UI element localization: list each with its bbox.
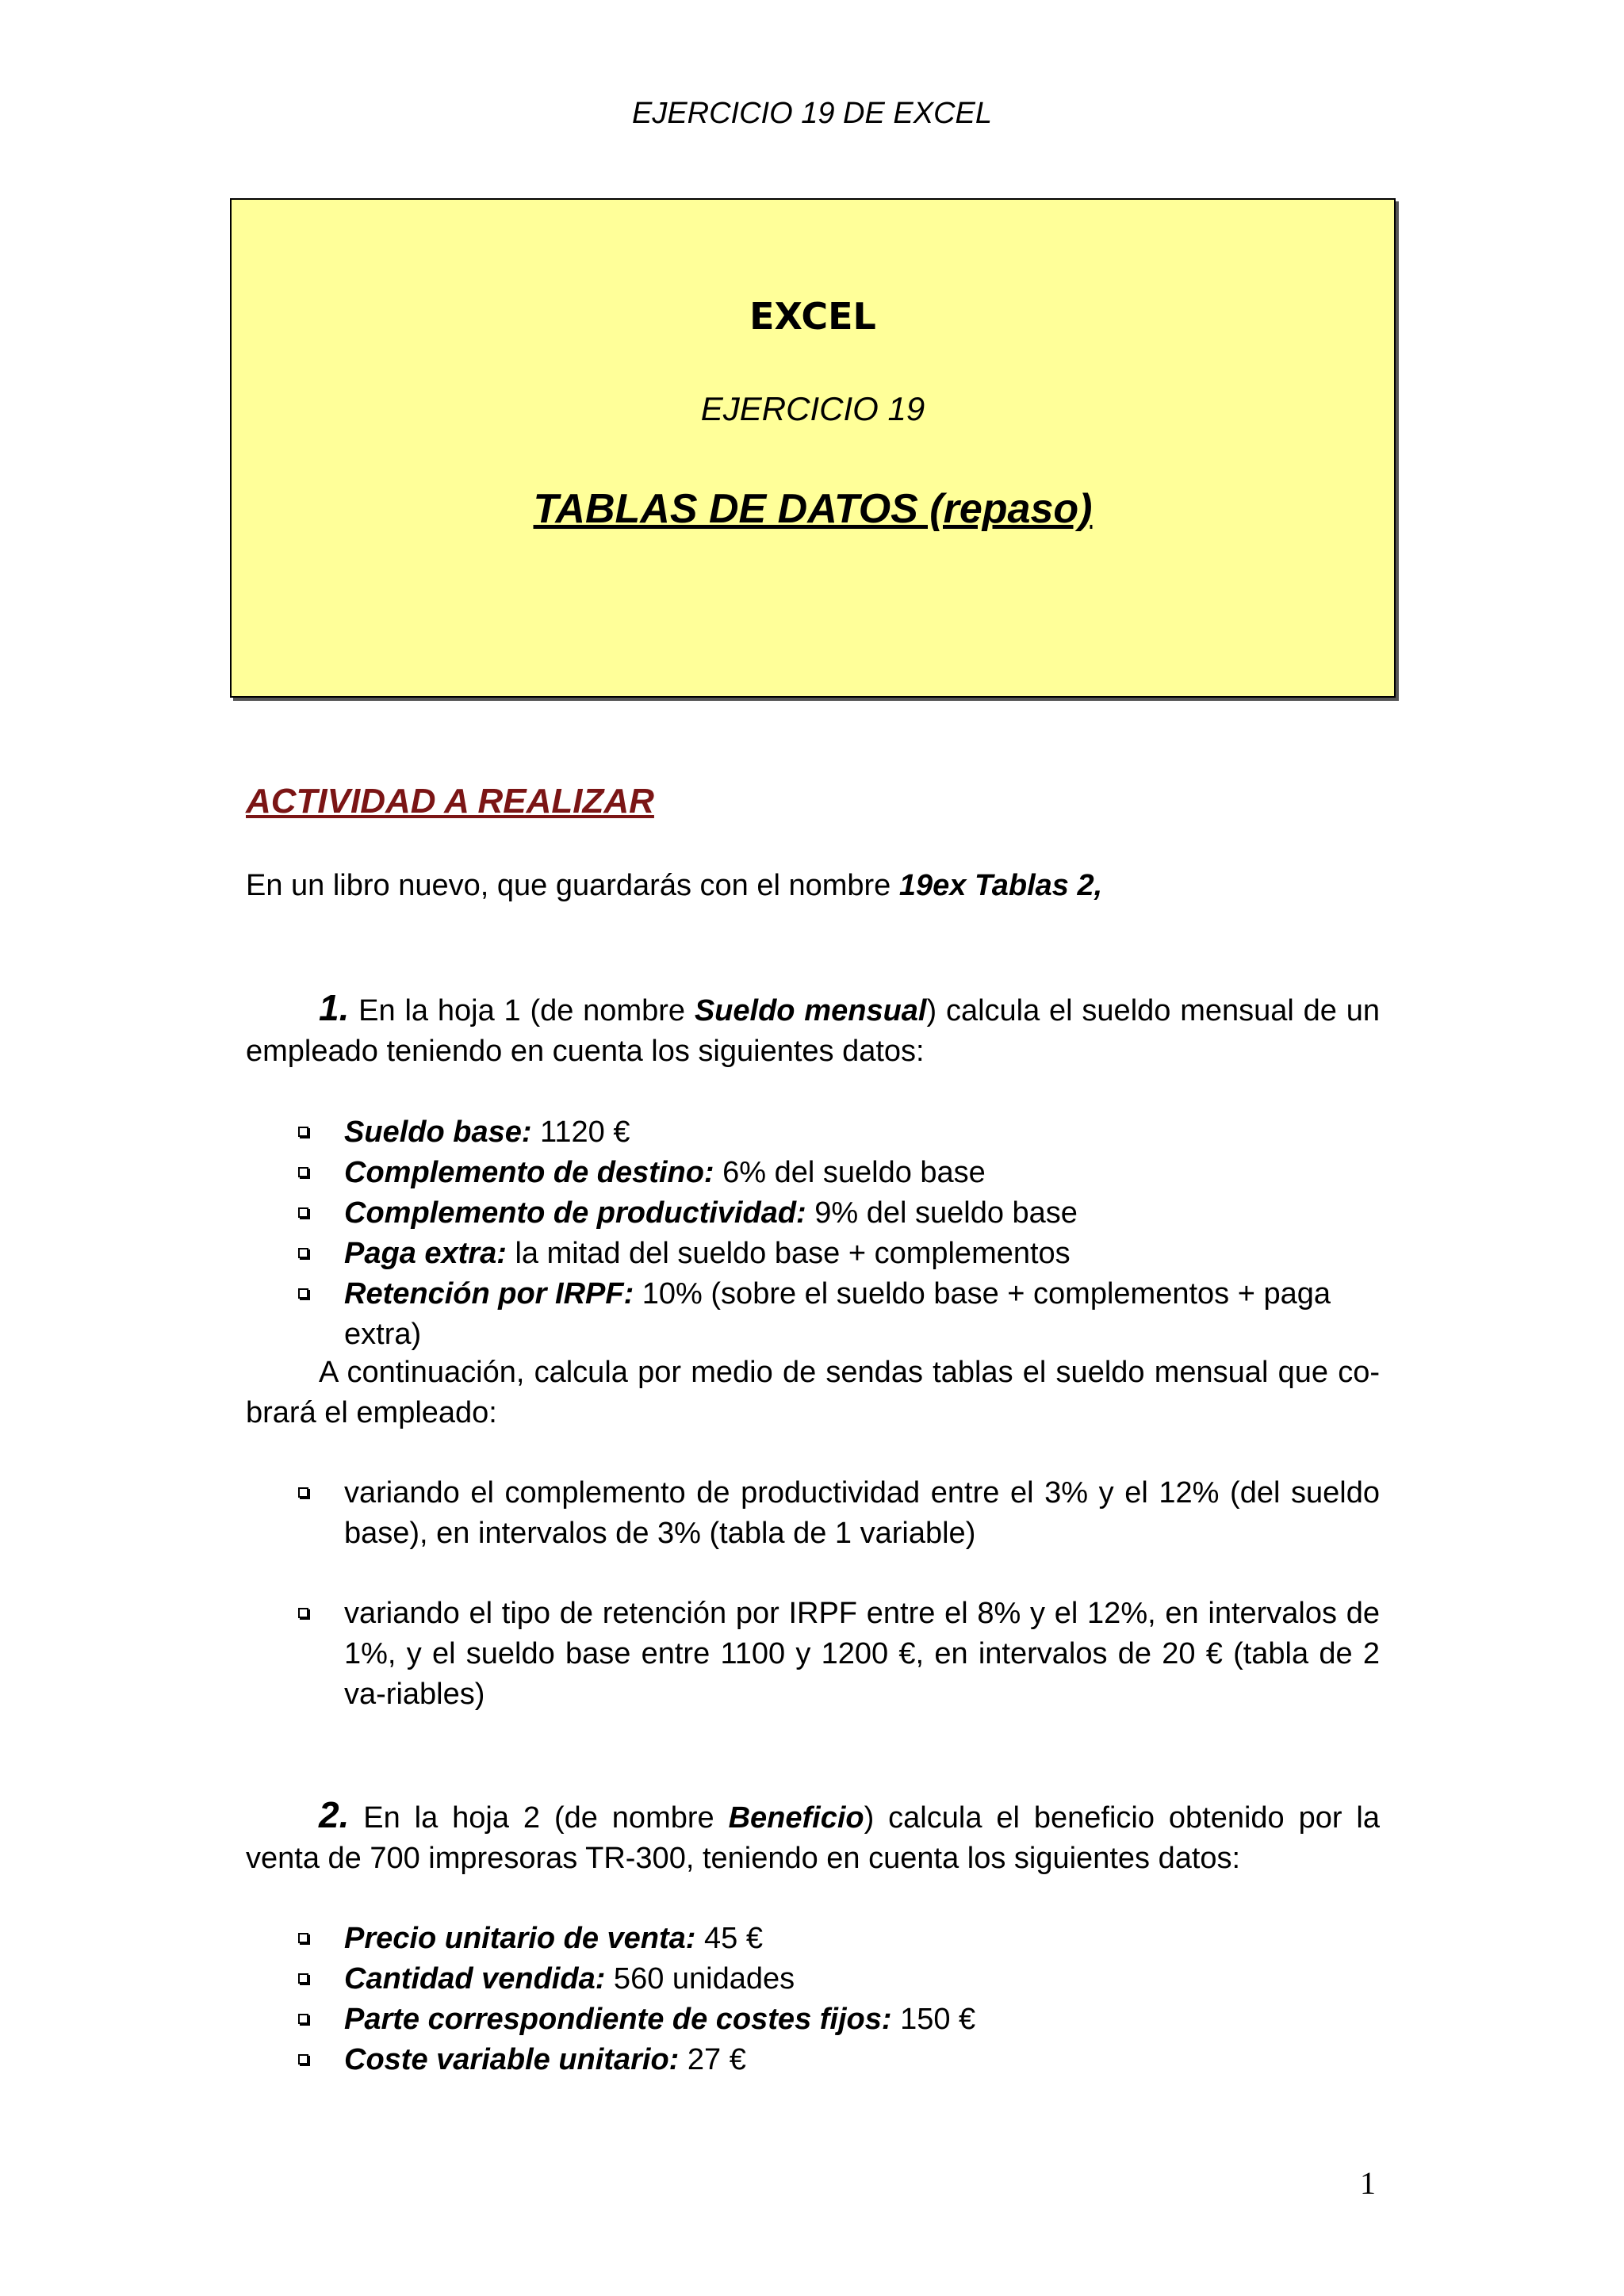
intro-text: En un libro nuevo, que guardarás con el nombre	[246, 869, 899, 902]
task1-post: ) calcula el sueldo mensual de un empleado teniendo en cuenta los siguientes datos:	[246, 994, 1380, 1068]
variation-list-1	[246, 1473, 1380, 1554]
list-item: Complemento de productividad: 9% del sueldo base	[246, 1193, 1380, 1234]
page-number: 1	[1360, 2165, 1376, 2201]
task2-data-list	[246, 1919, 1380, 2080]
task1-pre: En la hoja 1 (de nombre	[349, 994, 695, 1027]
page-header: EJERCICIO 19 DE EXCEL	[631, 97, 993, 130]
intro-filename: 19ex Tablas 2,	[898, 869, 1103, 902]
task1-data-list	[246, 1112, 1380, 1355]
list-item: Complemento de destino: 6% del sueldo base	[246, 1153, 1380, 1193]
list-item: Coste variable unitario: 27 €	[246, 2040, 1380, 2080]
activity-heading: ACTIVIDAD A REALIZAR	[246, 782, 654, 821]
square-bullet-icon	[298, 2014, 308, 2024]
square-bullet-icon	[298, 1487, 308, 1498]
intro-paragraph	[246, 866, 1380, 906]
list-item: Parte correspondiente de costes fijos: 150 €	[246, 1999, 1380, 2040]
task1-paragraph	[246, 988, 1380, 1072]
task1-sheet-name: Sueldo mensual	[694, 994, 927, 1027]
list-item: Paga extra: la mitad del sueldo base + complementos	[246, 1234, 1380, 1274]
title-exercise: EJERCICIO 19	[700, 390, 925, 427]
square-bullet-icon	[298, 1167, 308, 1177]
square-bullet-icon	[298, 1933, 308, 1943]
square-bullet-icon	[298, 1248, 308, 1258]
list-item: Retención por IRPF: 10% (sobre el sueldo base + complementos + paga extra)	[246, 1274, 1380, 1355]
task2-number: 2.	[319, 1794, 350, 1835]
square-bullet-icon	[298, 1608, 308, 1618]
square-bullet-icon	[298, 1973, 308, 1984]
variation-list-2	[246, 1594, 1380, 1715]
list-item: variando el tipo de retención por IRPF entre el 8% y el 12%, en intervalos de 1%, y el sueldo base entre 1100 y 1200 €, en intervalos de 20 € (tabla de 2 va-riables)	[246, 1594, 1380, 1715]
title-app: EXCEL	[749, 295, 876, 338]
list-item: Cantidad vendida: 560 unidades	[246, 1959, 1380, 1999]
continuation-paragraph: A continuación, calcula por medio de sendas tablas el sueldo mensual que co-brará el empleado:	[246, 1356, 1380, 1429]
square-bullet-icon	[298, 1288, 308, 1299]
list-item: variando el complemento de productividad entre el 3% y el 12% (del sueldo base), en intervalos de 3% (tabla de 1 variable)	[246, 1473, 1380, 1554]
list-item: Precio unitario de venta: 45 €	[246, 1919, 1380, 1959]
task2-pre: En la hoja 2 (de nombre	[349, 1801, 729, 1835]
title-box	[230, 198, 1396, 698]
square-bullet-icon	[298, 1207, 308, 1218]
title-topic: TABLAS DE DATOS (repaso)	[533, 486, 1093, 532]
square-bullet-icon	[298, 2054, 308, 2064]
task2-sheet-name: Beneficio	[728, 1801, 864, 1835]
square-bullet-icon	[298, 1127, 308, 1137]
task2-post: ) calcula el beneficio obtenido por la venta de 700 impresoras TR-300, teniendo en cuenta los siguientes datos:	[246, 1801, 1381, 1875]
list-item: Sueldo base: 1120 €	[246, 1112, 1380, 1153]
task1-number: 1.	[319, 987, 350, 1028]
task2-paragraph	[246, 1795, 1380, 1879]
